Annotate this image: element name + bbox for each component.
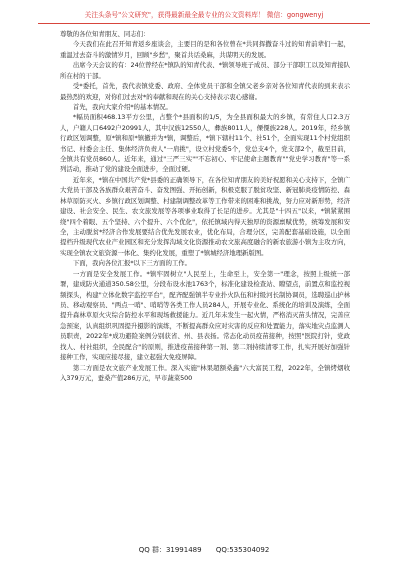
qq-group-text: QQ 群：31991489: [138, 546, 202, 554]
document-body: [60, 29, 350, 383]
paragraph: 第二方面是农文旅产业发展工作。深入实施"林果超额桑鑫"六大富民工程，2022年，全镇烤烟收入379万元，蚕桑产值286万元，早市蔬菜500: [60, 363, 350, 382]
paragraph: 近年来，*镇在中国共产党*县委的正确领导下，在各位知青朋友的美好祝愿和关心支持下，全镇广大党员干部及各族群众艰苦奋斗、奋发图强、开拓创新，积极克服了脱贫攻坚、新冠肺炎疫情防控、森林草原防灭火、乡镇行政区划调整、村建制调整改革等工作带来的困难和挑战，努力应对新形势，经济建设、社会安全、民生、农文旅发展等各项事业取得了长足的进步。尤其是"十四五"以来，*镇紧紧围绕"四个着眼、五个坚持、六个提升、六个优化"，依托镇域内得天独厚的资源禀赋优势，统筹发展和安全，主动脱贫*经济合作发展要结合优先发展农业，优化布局，合理分区，完善配套基础设施，以全面提档升级现代农业产业园区和充分发挥沟域文化资源推动农文旅高度融合的新农旅游小镇为主攻方向，实现全镇农文旅资源一体化、集约化发展，重塑了*镇城经济地理新版图。: [60, 175, 350, 257]
paragraph: 今天我们在此召开知青返乡座谈会，主要目的是和各位曾在*共同挥撒奋斗过的知青前辈们一起，重温过去奋斗的激情岁月，回顾"乡愁"，聚首共话桑麻，共谋明天的发展。: [60, 40, 350, 59]
header-divider: [38, 23, 370, 24]
footer-contact: [0, 545, 408, 557]
qq-text: QQ:535304092: [215, 546, 270, 554]
paragraph: 受*委托，首先，我代表镇党委、政府、全体党员干部和全镇父老乡亲对各位知青代表的到来表示最热烈的欢迎，对你们过去对*的奉献和现在的关心支持表示衷心感谢。: [60, 82, 350, 101]
salutation: 尊敬的各位知青朋友、同志们：: [60, 30, 150, 38]
promo-banner: 关注头条号"公文研究"，获得最新最全最专业的公文资料库！ 微信：gongwenyj: [84, 11, 324, 19]
paragraph: *幅员面积468.13平方公里，占整个*县面积的1/5，为全县面积最大的乡镇，有常住人口2.3万人，户籍人口6492户20991人，其中汉族12550人，彝族8011人，傈僳族228人。2019年，经乡镇行政区划调整，原*镇和原*镇撤并为*镇，调整后，*镇下辖村11个、社51个，全面实现11个村党组织书记、村委会主任、集体经济负责人"一肩挑"，设立村党委5个，党总支4个，党支部2个，截至目前，全镇共有党员860人。近年来，通过"三严三实""不忘初心、牢记使命主题教育""党史学习教育"等一系列活动，推动了党的建设全面进步，全面过硬。: [60, 113, 350, 174]
paragraph: 出席今天会议的有：24位曾经在*镇队的知青代表、*镇领导班子成员、部分干部职工以及知青接队所在村的干部。: [60, 61, 350, 80]
paragraph: 下面，我向各位汇报*以下三方面的工作。: [72, 259, 192, 268]
paragraph: 首先，我向大家介绍*的基本情况。: [72, 102, 172, 111]
paragraph: 一方面是安全发展工作。*镇牢固树立"人民至上，生命至上，安全第一"理念，按照上级统一部署，建成防火通道350.58公里，分段布设水池1763个，标准化建设检查站、瞭望点，前置点和监控视频探头，构建"立体化数字监控平台"，配齐配强镇半专业扑火队伍和村级河长制协调员，选聘巡山护林员、移动观察员、"两点一哨"、哨哨等各类工作人员284人，开展专业化、系统化的培训及演练，全面提升森林草原火灾综合防控水平和现场救援能力。近几年未发生一起火情，严格消灭苗头情况，完善应急预案，认真组织巩固提升摄影的演练，不断提高群众应对灾害的反应和处置能力，落实地灾点监测人员职责，2022年*成功避险案例分别获省、州、县表扬。常态化动员疫苗接种，按照"医院打针，党政找人、村社组织，全民配合"的原则，推进疫苗接种第一剂、第二剂持续清零工作，扎实开展好加强针接种工作，实现应接尽接，建立起强大免疫屏障。: [60, 269, 350, 362]
